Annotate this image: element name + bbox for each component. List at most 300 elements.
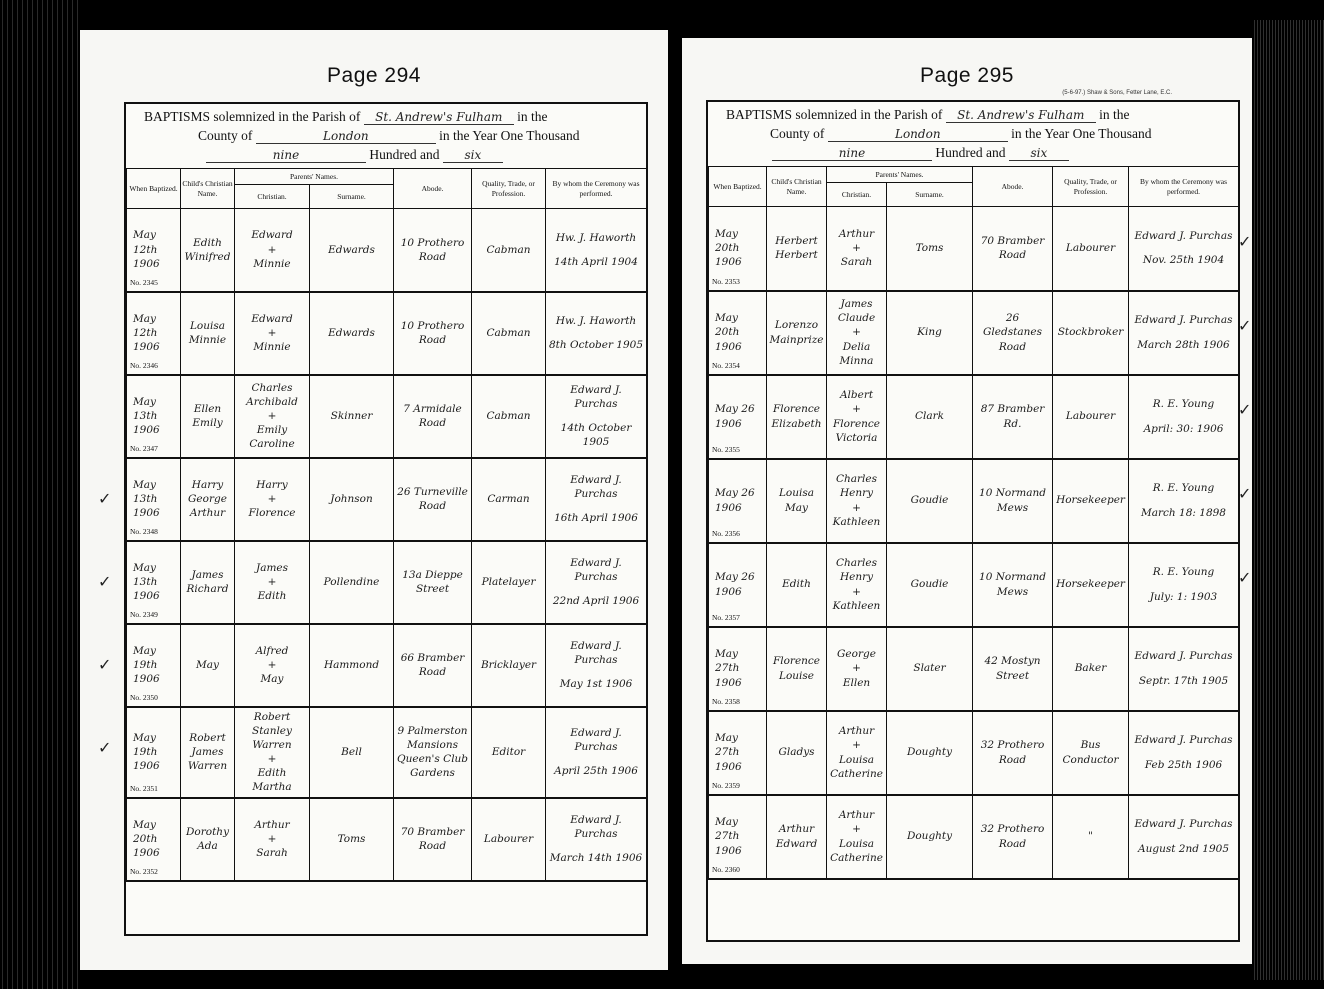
abode-text: 13a Dieppe Street — [402, 568, 463, 595]
father-name: Alfred — [255, 644, 289, 657]
ampersand-mark: + — [852, 739, 861, 752]
printer-imprint: (5-6-97.) Shaw & Sons, Fetter Lane, E.C. — [1062, 90, 1172, 96]
surname-cell — [310, 798, 394, 881]
child-name-cell — [767, 795, 827, 879]
child-name-text: Herbert Herbert — [775, 235, 818, 262]
surname-text: Pollendine — [323, 575, 380, 588]
child-name-text: Edith Winifred — [184, 236, 231, 263]
officiant-cell — [1129, 291, 1239, 375]
surname-text: Goudie — [910, 578, 949, 591]
birth-date: Septr. 17th 1905 — [1138, 674, 1229, 687]
surname-cell — [887, 795, 973, 879]
trade-text: Cabman — [486, 409, 531, 422]
officiant-cell — [1129, 375, 1239, 459]
surname-cell — [887, 543, 973, 627]
when-text: May 13th 1906 — [133, 561, 160, 603]
abode-text: 10 Normand Mews — [979, 571, 1046, 598]
check-mark-icon: ✓ — [98, 738, 112, 757]
nine-field: nine — [206, 148, 366, 163]
heading-prefix: BAPTISMS solemnized in the Parish of — [144, 109, 361, 124]
nine-field: nine — [772, 146, 932, 161]
trade-text: Horsekeeper — [1056, 494, 1125, 507]
entry-number: No. 2347 — [130, 444, 158, 454]
ampersand-mark: + — [267, 575, 277, 588]
abode-cell — [394, 798, 472, 881]
when-text: May 27th 1906 — [715, 816, 742, 857]
when-text: May 26 1906 — [715, 403, 755, 430]
mother-name: Edith Martha — [252, 767, 292, 794]
abode-cell — [394, 541, 472, 624]
entry-number: No. 2351 — [130, 784, 158, 794]
when-cell — [127, 458, 181, 541]
birth-date: April: 30: 1906 — [1143, 422, 1224, 435]
when-text: May 19th 1906 — [133, 644, 160, 686]
child-name-cell — [181, 624, 235, 707]
officiant-name: R. E. Young — [1152, 398, 1215, 411]
trade-cell — [472, 798, 546, 881]
trade-cell — [1053, 375, 1129, 459]
ampersand-mark: + — [852, 662, 861, 675]
abode-cell — [973, 627, 1053, 711]
ampersand-mark: + — [852, 501, 861, 514]
surname-cell — [887, 627, 973, 711]
baptism-table — [708, 166, 1239, 880]
trade-cell — [472, 209, 546, 292]
surname-text: King — [917, 326, 942, 339]
parent-christian-cell — [235, 707, 310, 798]
mother-name: Florence Victoria — [832, 417, 881, 444]
trade-text: Horsekeeper — [1056, 578, 1125, 591]
when-cell — [127, 375, 181, 458]
when-cell — [709, 795, 767, 879]
entry-number: No. 2352 — [130, 867, 158, 877]
mother-name: Florence — [248, 507, 296, 520]
abode-text: 42 Mostyn Street — [984, 655, 1041, 682]
ampersand-mark: + — [852, 585, 861, 598]
mother-name: Delia Minna — [839, 340, 874, 367]
father-name: Arthur — [838, 227, 875, 240]
table-row — [127, 624, 647, 707]
child-name-cell — [181, 292, 235, 375]
child-name-text: James Richard — [186, 568, 229, 595]
mother-name: Kathleen — [832, 515, 881, 528]
entry-number: No. 2357 — [712, 613, 740, 623]
surname-text: Toms — [337, 832, 366, 845]
father-name: Edward — [251, 312, 293, 325]
table-row — [709, 459, 1239, 543]
table-row — [127, 458, 647, 541]
child-name-text: Florence Louise — [772, 655, 821, 682]
page-number: Page 295 — [920, 64, 1014, 87]
trade-text: Baker — [1074, 662, 1107, 675]
col-when: When Baptized. — [127, 169, 181, 209]
parent-christian-cell — [827, 543, 887, 627]
surname-cell — [887, 711, 973, 795]
officiant-name: Edward J. Purchas — [570, 473, 622, 500]
surname-text: Edwards — [328, 243, 375, 256]
col-surname: Surname. — [887, 183, 973, 207]
ampersand-mark: + — [267, 243, 277, 256]
officiant-cell — [546, 209, 647, 292]
child-name-text: Edith — [782, 578, 811, 591]
trade-cell — [1053, 459, 1129, 543]
surname-text: Slater — [913, 662, 946, 675]
mother-name: Minnie — [253, 341, 291, 354]
surname-cell — [887, 291, 973, 375]
surname-cell — [310, 541, 394, 624]
check-mark-icon: ✓ — [98, 489, 112, 508]
right-page — [682, 38, 1252, 964]
trade-text: Bus Conductor — [1062, 739, 1119, 766]
trade-text: Platelayer — [481, 575, 536, 588]
birth-date: May 1st 1906 — [559, 678, 633, 691]
child-name-cell — [181, 375, 235, 458]
when-cell — [127, 798, 181, 881]
entry-number: No. 2346 — [130, 361, 158, 371]
col-parents: Parents' Names. — [235, 169, 394, 185]
officiant-name: Edward J. Purchas — [1134, 314, 1233, 327]
mother-name: Minnie — [253, 257, 291, 270]
birth-date: July: 1: 1903 — [1149, 590, 1218, 603]
surname-cell — [310, 292, 394, 375]
surname-text: Doughty — [906, 746, 953, 759]
entry-number: No. 2348 — [130, 527, 158, 537]
officiant-name: Hw. J. Haworth — [555, 314, 637, 327]
heading-hundred-and: Hundred and — [935, 145, 1006, 160]
officiant-name: Edward J. Purchas — [1134, 818, 1233, 831]
when-cell — [709, 711, 767, 795]
check-mark-icon: ✓ — [1238, 400, 1252, 419]
surname-text: Doughty — [906, 830, 953, 843]
county-field: London — [256, 129, 436, 144]
mother-name: Ellen — [842, 676, 871, 689]
mother-name: May — [260, 673, 284, 686]
parent-christian-cell — [235, 458, 310, 541]
officiant-name: Edward J. Purchas — [1134, 650, 1233, 663]
surname-cell — [310, 458, 394, 541]
table-row — [127, 292, 647, 375]
officiant-name: Edward J. Purchas — [570, 383, 622, 410]
abode-cell — [973, 207, 1053, 291]
abode-cell — [973, 459, 1053, 543]
heading-county-of: County of — [198, 128, 253, 143]
col-trade: Quality, Trade, or Profession. — [1053, 167, 1129, 207]
officiant-name: Edward J. Purchas — [570, 813, 622, 840]
parish-field: St. Andrew's Fulham — [946, 108, 1096, 123]
abode-cell — [394, 375, 472, 458]
abode-text: 10 Normand Mews — [979, 487, 1046, 514]
abode-cell — [394, 209, 472, 292]
baptism-table — [126, 168, 647, 882]
officiant-cell — [1129, 627, 1239, 711]
abode-cell — [973, 291, 1053, 375]
check-mark-icon: ✓ — [98, 655, 112, 674]
birth-date: Nov. 25th 1904 — [1142, 254, 1225, 267]
birth-date: August 2nd 1905 — [1138, 842, 1230, 855]
entry-number: No. 2353 — [712, 277, 740, 287]
col-christian: Christian. — [827, 183, 887, 207]
trade-text: Cabman — [486, 243, 531, 256]
check-mark-icon: ✓ — [1238, 568, 1252, 587]
table-row — [127, 798, 647, 881]
birth-date: 14th April 1904 — [554, 255, 638, 268]
child-name-cell — [767, 291, 827, 375]
table-row — [127, 375, 647, 458]
officiant-name: Edward J. Purchas — [1134, 734, 1233, 747]
entry-number: No. 2356 — [712, 529, 740, 539]
father-name: Harry — [256, 478, 288, 491]
abode-cell — [973, 711, 1053, 795]
child-name-text: Louisa Minnie — [188, 319, 227, 346]
ampersand-mark: + — [852, 823, 861, 836]
child-name-text: Ellen Emily — [192, 402, 223, 429]
officiant-name: Hw. J. Haworth — [555, 231, 637, 244]
child-name-text: Harry George Arthur — [188, 478, 227, 520]
father-name: Robert Stanley Warren — [252, 710, 292, 751]
table-row — [127, 541, 647, 624]
trade-cell — [472, 458, 546, 541]
mother-name: Edith — [257, 590, 287, 603]
officiant-name: Edward J. Purchas — [570, 639, 622, 666]
child-name-text: Dorothy Ada — [186, 825, 229, 853]
col-by: By whom the Ceremony was performed. — [1129, 167, 1239, 207]
when-text: May 12th 1906 — [133, 312, 160, 354]
child-name-cell — [767, 711, 827, 795]
entry-number: No. 2349 — [130, 610, 158, 620]
six-field: six — [1009, 146, 1069, 161]
entry-number: No. 2355 — [712, 445, 740, 455]
when-text: May 26 1906 — [715, 487, 755, 514]
abode-text: 10 Prothero Road — [400, 319, 465, 346]
col-abode: Abode. — [394, 169, 472, 209]
page-number: Page 294 — [327, 64, 421, 87]
abode-text: 10 Prothero Road — [400, 236, 465, 263]
abode-cell — [973, 375, 1053, 459]
county-field: London — [828, 127, 1008, 142]
entry-number: No. 2354 — [712, 361, 740, 371]
officiant-cell — [546, 624, 647, 707]
child-name-text: Lorenzo Mainprize — [769, 319, 824, 346]
trade-cell — [1053, 627, 1129, 711]
col-child: Child's Christian Name. — [181, 169, 235, 209]
ampersand-mark: + — [267, 832, 277, 845]
col-by: By whom the Ceremony was performed. — [546, 169, 647, 209]
parent-christian-cell — [827, 375, 887, 459]
table-row — [127, 707, 647, 798]
abode-text: 32 Prothero Road — [980, 823, 1045, 850]
trade-text: Bricklayer — [480, 658, 537, 671]
officiant-cell — [1129, 543, 1239, 627]
surname-text: Hammond — [323, 658, 380, 671]
parent-christian-cell — [235, 292, 310, 375]
birth-date: 22nd April 1906 — [552, 595, 640, 608]
child-name-cell — [181, 541, 235, 624]
trade-text: Stockbroker — [1057, 326, 1124, 339]
child-name-text: Florence Elizabeth — [771, 403, 822, 430]
register-form — [124, 102, 648, 936]
surname-cell — [887, 207, 973, 291]
surname-text: Johnson — [330, 492, 373, 505]
child-name-cell — [181, 707, 235, 798]
ampersand-mark: + — [852, 326, 861, 339]
when-text: May 27th 1906 — [715, 732, 742, 773]
when-cell — [709, 207, 767, 291]
ampersand-mark: + — [267, 492, 277, 505]
mother-name: Sarah — [256, 847, 288, 860]
entry-number: No. 2345 — [130, 278, 158, 288]
trade-text: Labourer — [1065, 242, 1116, 255]
abode-text: 32 Prothero Road — [980, 739, 1045, 766]
child-name-cell — [767, 375, 827, 459]
birth-date: 14th October 1905 — [560, 422, 632, 449]
entry-number: No. 2360 — [712, 865, 740, 875]
entry-number: No. 2350 — [130, 693, 158, 703]
parent-christian-cell — [235, 541, 310, 624]
father-name: George — [837, 648, 876, 661]
abode-text: 70 Bramber Road — [400, 825, 465, 853]
when-text: May 20th 1906 — [715, 312, 742, 353]
heading-county-of: County of — [770, 126, 825, 141]
surname-cell — [310, 375, 394, 458]
parent-christian-cell — [235, 209, 310, 292]
when-cell — [127, 624, 181, 707]
birth-date: Feb 25th 1906 — [1144, 758, 1223, 771]
table-row — [709, 291, 1239, 375]
book-spine — [0, 0, 80, 989]
officiant-cell — [1129, 711, 1239, 795]
trade-cell — [472, 292, 546, 375]
abode-cell — [394, 292, 472, 375]
table-row — [709, 627, 1239, 711]
officiant-cell — [1129, 459, 1239, 543]
surname-text: Edwards — [328, 326, 375, 339]
col-parents: Parents' Names. — [827, 167, 973, 183]
parent-christian-cell — [827, 711, 887, 795]
surname-cell — [887, 375, 973, 459]
when-text: May 27th 1906 — [715, 648, 742, 689]
heading-in-the: in the — [1099, 107, 1130, 122]
register-heading — [126, 104, 646, 169]
trade-text: Editor — [491, 745, 526, 758]
child-name-text: Robert James Warren — [187, 731, 228, 773]
surname-text: Goudie — [910, 494, 949, 507]
mother-name: Emily Caroline — [249, 424, 295, 451]
officiant-name: Edward J. Purchas — [570, 556, 622, 583]
when-cell — [127, 209, 181, 292]
when-cell — [709, 543, 767, 627]
col-surname: Surname. — [310, 185, 394, 209]
officiant-cell — [546, 292, 647, 375]
father-name: Edward — [251, 229, 293, 242]
heading-prefix: BAPTISMS solemnized in the Parish of — [726, 107, 943, 122]
father-name: Arthur — [838, 809, 875, 822]
child-name-cell — [767, 459, 827, 543]
surname-text: Toms — [915, 242, 944, 255]
page-edges — [1252, 20, 1324, 980]
when-text: May 13th 1906 — [133, 478, 160, 520]
mother-name: Louisa Catherine — [830, 753, 883, 780]
col-child: Child's Christian Name. — [767, 167, 827, 207]
when-text: May 13th 1906 — [133, 395, 160, 437]
abode-text: 26 Gledstanes Road — [983, 312, 1042, 353]
parent-christian-cell — [235, 375, 310, 458]
table-row — [709, 543, 1239, 627]
abode-text: 66 Bramber Road — [400, 651, 465, 678]
parent-christian-cell — [235, 798, 310, 881]
col-trade: Quality, Trade, or Profession. — [472, 169, 546, 209]
parent-christian-cell — [827, 291, 887, 375]
abode-cell — [973, 795, 1053, 879]
col-christian: Christian. — [235, 185, 310, 209]
surname-cell — [310, 707, 394, 798]
ampersand-mark: + — [267, 326, 277, 339]
surname-text: Clark — [914, 410, 945, 423]
surname-cell — [310, 624, 394, 707]
trade-text: Carman — [487, 492, 530, 505]
check-mark-icon: ✓ — [1238, 484, 1252, 503]
trade-text: " — [1088, 830, 1093, 843]
heading-in-the: in the — [517, 109, 548, 124]
trade-cell — [472, 624, 546, 707]
col-abode: Abode. — [973, 167, 1053, 207]
trade-cell — [1053, 543, 1129, 627]
father-name: James Claude — [837, 298, 876, 325]
birth-date: March 14th 1906 — [549, 852, 643, 865]
trade-cell — [472, 707, 546, 798]
trade-cell — [472, 375, 546, 458]
parish-field: St. Andrew's Fulham — [364, 110, 514, 125]
officiant-cell — [546, 541, 647, 624]
ampersand-mark: + — [267, 753, 277, 766]
child-name-cell — [767, 543, 827, 627]
surname-text: Bell — [341, 745, 362, 758]
when-text: May 26 1906 — [715, 571, 755, 598]
trade-cell — [1053, 711, 1129, 795]
father-name: Albert — [839, 389, 874, 402]
ampersand-mark: + — [852, 242, 861, 255]
heading-year-text: in the Year One Thousand — [1011, 126, 1152, 141]
table-row — [709, 795, 1239, 879]
parent-christian-cell — [235, 624, 310, 707]
left-page — [80, 30, 668, 970]
surname-text: Skinner — [330, 409, 373, 422]
abode-text: 9 Palmerston Mansions Queen's Club Gardens — [396, 724, 469, 780]
parent-christian-cell — [827, 627, 887, 711]
when-cell — [127, 707, 181, 798]
heading-hundred-and: Hundred and — [369, 147, 440, 162]
mother-name: Louisa Catherine — [830, 837, 883, 864]
father-name: Arthur — [838, 725, 875, 738]
check-mark-icon: ✓ — [98, 572, 112, 591]
parent-christian-cell — [827, 795, 887, 879]
birth-date: March 28th 1906 — [1137, 338, 1230, 351]
parent-christian-cell — [827, 207, 887, 291]
ampersand-mark: + — [267, 409, 277, 422]
trade-text: Labourer — [483, 832, 534, 845]
child-name-cell — [181, 458, 235, 541]
officiant-cell — [546, 707, 647, 798]
abode-text: 7 Armidale Road — [403, 402, 462, 429]
officiant-name: Edward J. Purchas — [570, 726, 622, 753]
child-name-text: Gladys — [778, 746, 815, 759]
when-text: May 19th 1906 — [133, 731, 160, 773]
heading-year-text: in the Year One Thousand — [439, 128, 580, 143]
officiant-cell — [1129, 795, 1239, 879]
surname-cell — [887, 459, 973, 543]
when-text: May 20th 1906 — [715, 227, 742, 269]
when-cell — [709, 375, 767, 459]
officiant-name: R. E. Young — [1152, 482, 1215, 495]
